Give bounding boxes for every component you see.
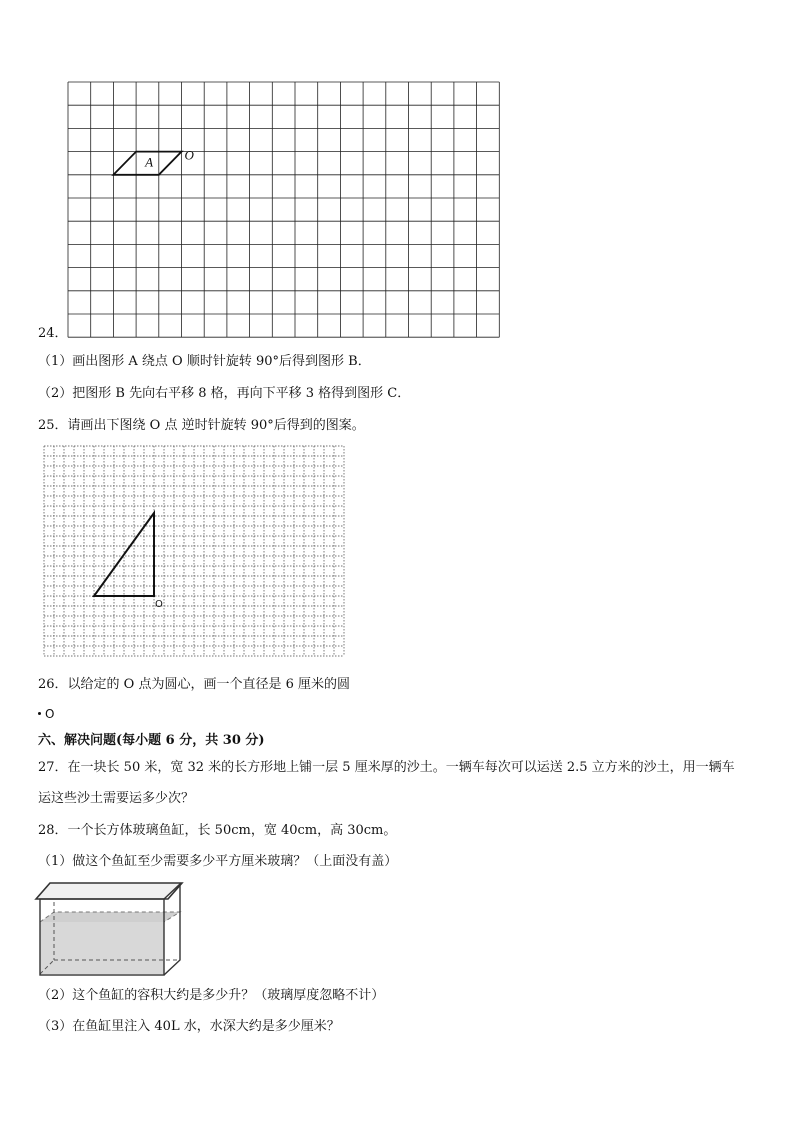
q28-part3: （3）在鱼缸里注入 40L 水，水深大约是多少厘米？ — [38, 1019, 340, 1034]
figure-a-label: A — [145, 154, 154, 170]
q28-part1: （1）做这个鱼缸至少需要多少平方厘米玻璃？（上面没有盖） — [38, 854, 398, 869]
q28-prompt: 28．一个长方体玻璃鱼缸，长 50cm，宽 40cm，高 30cm。 — [38, 823, 397, 838]
q25-point-o-label: O — [155, 599, 163, 610]
tank-side — [164, 884, 180, 975]
q24-number: 24． — [38, 326, 68, 341]
q24-part1: （1）画出图形 A 绕点 O 顺时针旋转 90°后得到图形 B． — [38, 354, 371, 369]
section6-heading: 六、解决问题(每小题 6 分，共 30 分) — [38, 733, 265, 748]
water — [40, 922, 164, 974]
q27-line1: 27．在一块长 50 米，宽 32 米的长方形地上铺一层 5 厘米厚的沙土。一辆车每次可以运送 2.5 立方米的沙土，用一辆车 — [38, 760, 735, 775]
q26-point-label: O — [45, 707, 55, 721]
q24-part2: （2）把图形 B 先向右平移 8 格，再向下平移 3 格得到图形 C． — [38, 386, 411, 401]
q28-part2: （2）这个鱼缸的容积大约是多少升？（玻璃厚度忽略不计） — [38, 988, 385, 1003]
q26-prompt: 26．以给定的 O 点为圆心，画一个直径是 6 厘米的圆 — [38, 677, 351, 692]
water-surface — [40, 912, 180, 922]
tank-top-rim — [36, 883, 182, 899]
q25-prompt: 25．请画出下图绕 O 点 逆时针旋转 90°后得到的图案。 — [38, 418, 365, 433]
point-o-label: O — [184, 147, 194, 163]
q27-line2: 运这些沙土需要运多少次？ — [38, 791, 195, 806]
